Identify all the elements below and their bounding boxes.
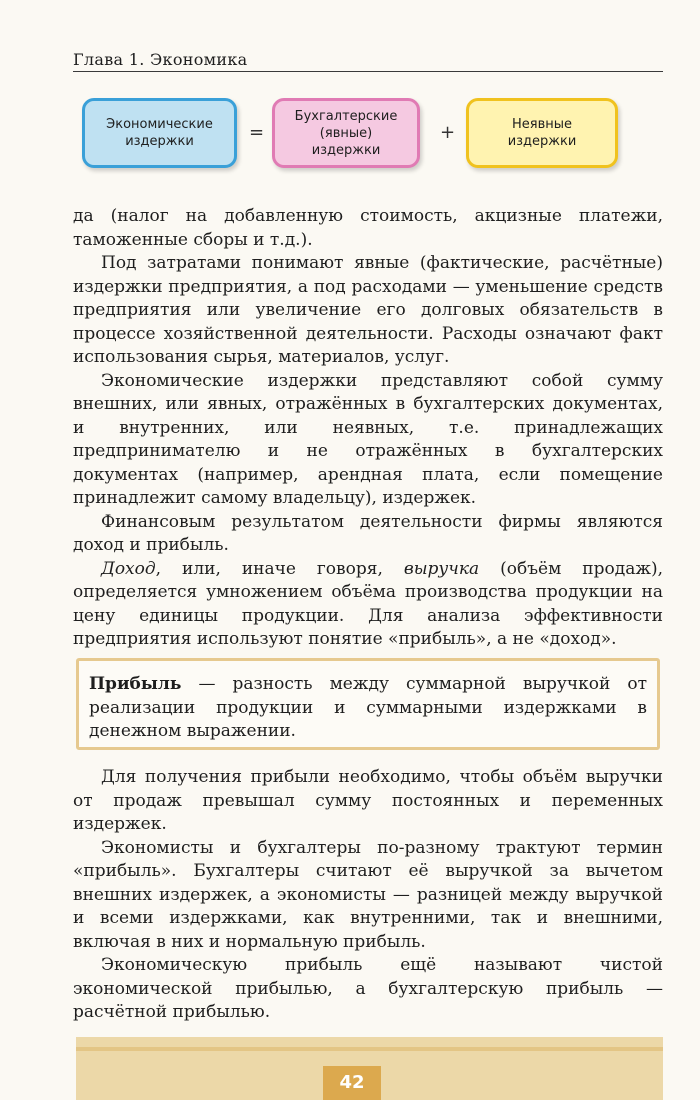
page-number: 42: [323, 1066, 381, 1100]
paragraph: Для получения прибыли необходимо, чтобы объём выручки от продаж превышал сумму постоянных и переменных издержек.: [73, 767, 663, 834]
definition-box: [76, 658, 660, 750]
implicit-costs-box: [466, 98, 618, 168]
main-text-upper: [73, 205, 663, 652]
cost-formula-diagram: [82, 98, 622, 176]
accounting-costs-label: Бухгалтерские (явные) издержки: [294, 108, 398, 158]
equals-sign: =: [249, 122, 265, 143]
economic-costs-box: [82, 98, 237, 168]
paragraph: да (налог на добавленную стоимость, акцизные платежи, таможенные сборы и т.д.).: [73, 206, 663, 250]
paragraph: Экономисты и бухгалтеры по-разному трактуют термин «прибыль». Бухгалтеры считают её выручкой за вычетом внешних издержек, а экономисты — разницей между выручкой и всеми издержками, как внутренними, так и внешними, включая в них и нормальную прибыль.: [73, 837, 663, 952]
paragraph: Экономические издержки представляют собой сумму внешних, или явных, отражённых в бухгалтерских документах, и внутренних, или неявных, т.е. принадлежащих предпринимателю и не отражённых в бухгалтерских документах (например, арендная плата, если помещение принадлежит самому владельцу), издержек.: [73, 370, 663, 508]
term-revenue: выручка: [403, 558, 480, 579]
definition-text: — разность между суммарной выручкой от реализации продукции и суммарными издержками в денежном выражении.: [89, 674, 647, 741]
paragraph: Экономическую прибыль ещё называют чистой экономической прибылью, а бухгалтерскую прибыль — расчётной прибылью.: [73, 955, 663, 1022]
chapter-header: Глава 1. Экономика: [73, 50, 663, 72]
footer-band: [76, 1047, 663, 1051]
definition-term: Прибыль: [89, 674, 182, 694]
term-income: Доход: [101, 558, 156, 579]
paragraph-text: (объём продаж), определяется умножением объёма производства продукции на цену единицы продукции. Для анализа эффективности предприятия используют понятие «прибыль», а не «доход».: [73, 558, 664, 649]
plus-sign: +: [440, 122, 456, 143]
accounting-costs-box: [272, 98, 420, 168]
main-text-lower: [73, 766, 663, 1025]
paragraph-income: [73, 558, 663, 652]
paragraph: Под затратами понимают явные (фактические, расчётные) издержки предприятия, а под расходами — уменьшение средств предприятия или увеличение его долговых обязательств в процессе хозяйственной деятельности. Расходы означают факт использования сырья, материалов, услуг.: [73, 253, 663, 367]
paragraph-text: , или, иначе говоря,: [155, 558, 404, 579]
implicit-costs-label: Неявные издержки: [507, 117, 577, 149]
paragraph: Финансовым результатом деятельности фирмы являются доход и прибыль.: [73, 511, 663, 555]
economic-costs-label: Экономические издержки: [106, 117, 213, 149]
